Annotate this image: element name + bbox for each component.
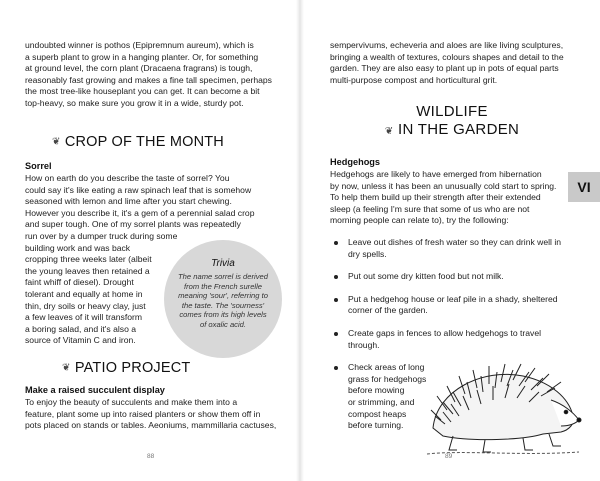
text-line: could say it's like eating a raw spinach leaf that is somehow <box>25 184 252 195</box>
text-line: sempervivums, echeveria and aloes are like living sculptures, <box>330 40 564 50</box>
trivia-text: The name sorrel is derived from the French surelle meaning 'sour', referring to the taste. The 'sourness' comes from its high levels of oxalic acid. <box>178 272 268 329</box>
text-line: grass for hedgehogs <box>348 373 427 384</box>
text-line: a superb plant to grow in a hanging planter. Or, for something <box>25 51 259 62</box>
text-line: Check areas of long <box>348 362 425 373</box>
text-line: or strimming, and <box>348 396 415 407</box>
text-line: Put a hedgehog house or leaf pile in a shady, sheltered <box>348 293 558 304</box>
leaf-ornament-icon: ❦ <box>62 362 71 374</box>
text-line: source of Vitamin C and iron. <box>25 335 136 346</box>
hedgehogs-paragraph <box>330 169 566 227</box>
text-line: compost heaps <box>348 408 407 419</box>
text-line: reasonably fast growing and makes a fine tall specimen, perhaps <box>25 74 272 85</box>
text-line: However you describe it, it's a gem of a perennial salad crop <box>25 207 255 218</box>
text-line: pots placed on stands or tables. Aeoniums, mammillaria cactuses, <box>25 420 277 431</box>
text-line: building work and was back <box>25 242 131 253</box>
text-line: the young leaves then retained a <box>25 265 150 276</box>
text-line: seasoned with lemon and lime after you start chewing. <box>25 196 232 207</box>
text-line: before mowing <box>348 385 405 396</box>
heading-text: IN THE GARDEN <box>398 121 520 138</box>
list-item <box>330 294 566 317</box>
hedgehogs-title: Hedgehogs <box>330 157 381 167</box>
hedgehog-illustration <box>423 350 583 460</box>
trivia-title: Trivia <box>211 258 235 269</box>
text-line: sleep (a feeling I'm sure that some of us who are not <box>330 203 530 214</box>
text-line: a boring salad, and it's also a <box>25 323 137 334</box>
text-line: morning people can relate to), try the following: <box>330 215 509 226</box>
list-item <box>330 328 566 351</box>
chapter-tab: VI <box>568 172 600 202</box>
text-line: the most tree-like houseplant you can get. It can become a bit <box>25 86 260 97</box>
text-line: garden. They are also easy to plant up in pots of equal parts <box>330 63 559 74</box>
crop-of-the-month-heading <box>52 134 224 150</box>
text-line: and super tough. One of my sorrel plants was repeatedly <box>25 219 241 230</box>
text-line: bringing a wealth of textures, colours shapes and detail to the <box>330 51 564 62</box>
text-line: cropping three weeks later (albeit <box>25 254 152 265</box>
text-line: undoubted winner is pothos (Epipremnum aureum), which is <box>25 40 254 50</box>
left-page <box>0 0 296 481</box>
text-line: at ground level, the corn plant (Dracaena fragrans) is tough, <box>25 63 253 74</box>
project-title: Make a raised succulent display <box>25 385 165 395</box>
text-line: feature, plant some up into raised planters or show them off in <box>25 408 261 419</box>
text-line: thin, dry soils or heavy clay, just <box>25 300 146 311</box>
wildlife-heading <box>304 103 600 141</box>
text-line: Hedgehogs are likely to have emerged from hibernation <box>330 169 542 179</box>
text-line: tolerant and equally at home in <box>25 288 143 299</box>
page-number: 88 <box>147 453 155 460</box>
patio-project-heading <box>62 360 190 376</box>
right-intro-paragraph <box>330 40 570 86</box>
text-line: To enjoy the beauty of succulents and make them into a <box>25 397 238 407</box>
intro-paragraph <box>25 40 285 110</box>
text-line: by now, unless it has been an unusually cold start to spring. <box>330 180 557 191</box>
list-item <box>330 237 566 260</box>
page-gutter <box>296 0 304 481</box>
heading-text: PATIO PROJECT <box>74 360 191 376</box>
text-line: faint whiff of diesel). Drought <box>25 277 134 288</box>
heading-line: WILDLIFE <box>416 103 488 120</box>
text-line: To help them build up their strength after their extended <box>330 192 541 203</box>
text-line: run over by a dumper truck during some <box>25 230 178 241</box>
text-line: corner of the garden. <box>348 305 428 316</box>
text-line: dry spells. <box>348 248 387 259</box>
text-line: multi-purpose compost and horticultural grit. <box>330 74 498 85</box>
leaf-ornament-icon: ❦ <box>384 126 394 137</box>
page-number: 89 <box>445 453 453 460</box>
text-line: top-heavy, so make sure you grow it in a wide, sturdy pot. <box>25 97 244 108</box>
leaf-ornament-icon: ❦ <box>52 136 61 148</box>
project-paragraph <box>25 397 287 432</box>
text-line: Create gaps in fences to allow hedgehogs to travel through. <box>348 327 542 350</box>
list-item <box>330 271 566 283</box>
heading-line <box>304 121 600 141</box>
text-line: Leave out dishes of fresh water so they can drink well in <box>348 237 562 247</box>
text-line: before turning. <box>348 420 404 431</box>
sorrel-title: Sorrel <box>25 161 52 171</box>
text-line: Put out some dry kitten food but not milk. <box>348 271 504 282</box>
text-line: How on earth do you describe the taste of sorrel? You <box>25 173 230 183</box>
text-line: a few leaves of it will transform <box>25 312 143 323</box>
trivia-callout <box>164 240 282 358</box>
heading-text: CROP OF THE MONTH <box>64 134 224 150</box>
